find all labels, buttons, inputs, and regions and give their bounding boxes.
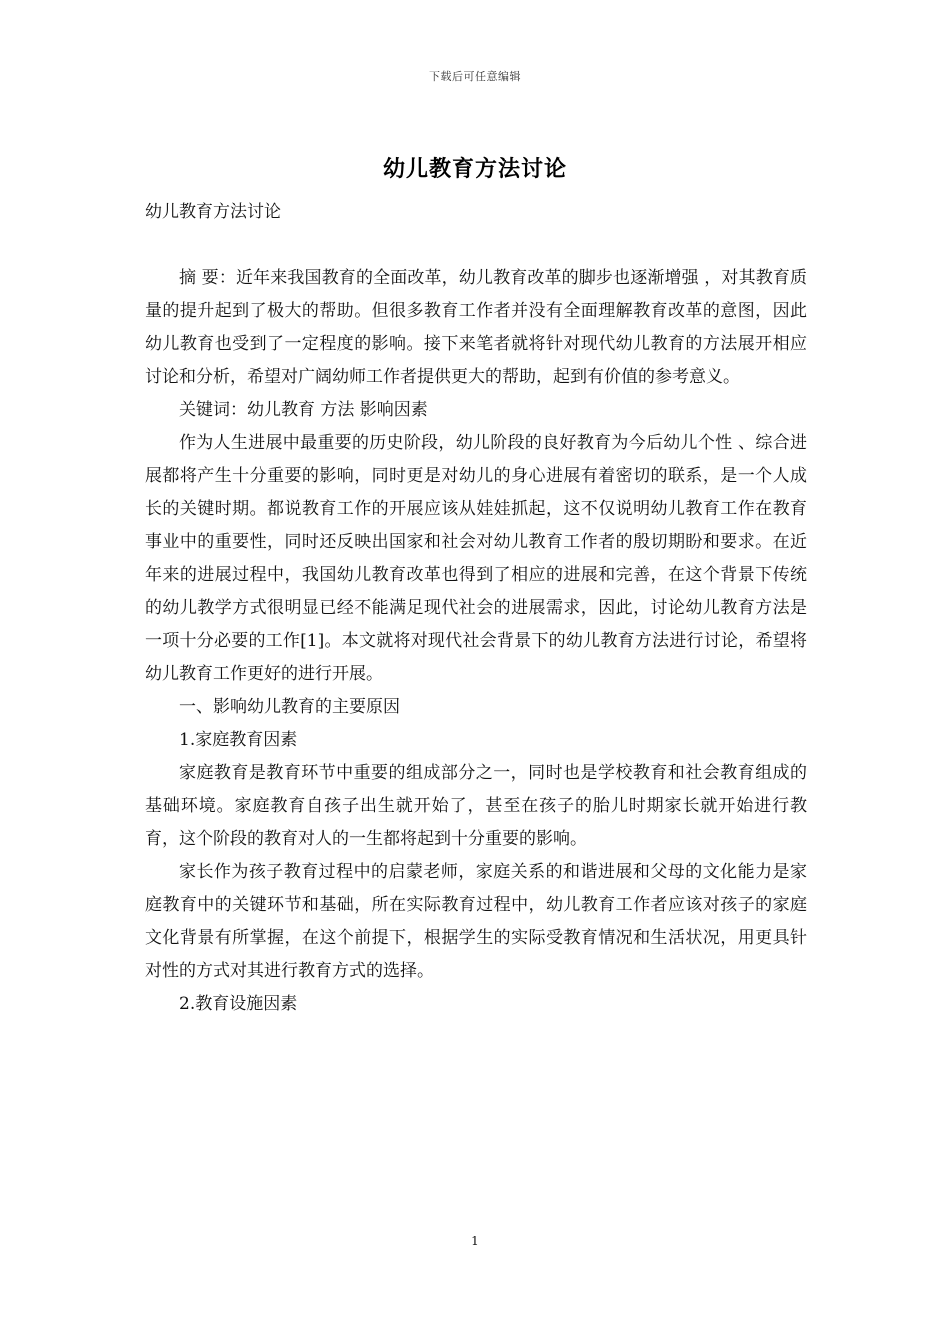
keywords-line: 关键词：幼儿教育 方法 影响因素 — [179, 400, 428, 420]
subsection-heading-1-1: 1.家庭教育因素 — [179, 730, 298, 750]
document-title: 幼儿教育方法讨论 — [382, 156, 567, 182]
family-education-paragraph-1: 家庭教育是教育环节中重要的组成部分之一，同时也是学校教育和社会教育组成的基础环境。家庭教育自孩子出生就开始了，甚至在孩子的胎儿时期家长就开始进行教育，这个阶段的教育对人的一生都将起到十分重要的影响。 — [145, 763, 807, 849]
document-body — [145, 196, 807, 1021]
section-heading-1: 一、影响幼儿教育的主要原因 — [179, 697, 400, 717]
abstract-paragraph: 摘 要：近年来我国教育的全面改革，幼儿教育改革的脚步也逐渐增强 ，对其教育质量的提升起到了极大的帮助。但很多教育工作者并没有全面理解教育改革的意图，因此幼儿教育也受到了一定程度的影响。接下来笔者就将针对现代幼儿教育的方法展开相应讨论和分析，希望对广阔幼师工作者提供更大的帮助，起到有价值的参考意义。 — [145, 268, 807, 387]
document-subtitle: 幼儿教育方法讨论 — [145, 202, 281, 222]
subsection-heading-1-2: 2.教育设施因素 — [179, 994, 298, 1014]
header-note: 下载后可任意编辑 — [429, 70, 521, 83]
intro-paragraph: 作为人生进展中最重要的历史阶段，幼儿阶段的良好教育为今后幼儿个性 、综合进展都将产生十分重要的影响，同时更是对幼儿的身心进展有着密切的联系，是一个人成长的关键时期。都说教育工作的开展应该从娃娃抓起，这不仅说明幼儿教育工作在教育事业中的重要性，同时还反映出国家和社会对幼儿教育工作者的殷切期盼和要求。在近年来的进展过程中，我国幼儿教育改革也得到了相应的进展和完善，在这个背景下传统的幼儿教学方式很明显已经不能满足现代社会的进展需求，因此，讨论幼儿教育方法是一项十分必要的工作[1]。本文就将对现代社会背景下的幼儿教育方法进行讨论，希望将幼儿教育工作更好的进行开展。 — [145, 433, 807, 684]
family-education-paragraph-2: 家长作为孩子教育过程中的启蒙老师，家庭关系的和谐进展和父母的文化能力是家庭教育中的关键环节和基础，所在实际教育过程中，幼儿教育工作者应该对孩子的家庭文化背景有所掌握，在这个前提下，根据学生的实际受教育情况和生活状况，用更具针对性的方式对其进行教育方式的选择。 — [145, 862, 807, 981]
page-number: 1 — [471, 1234, 479, 1248]
